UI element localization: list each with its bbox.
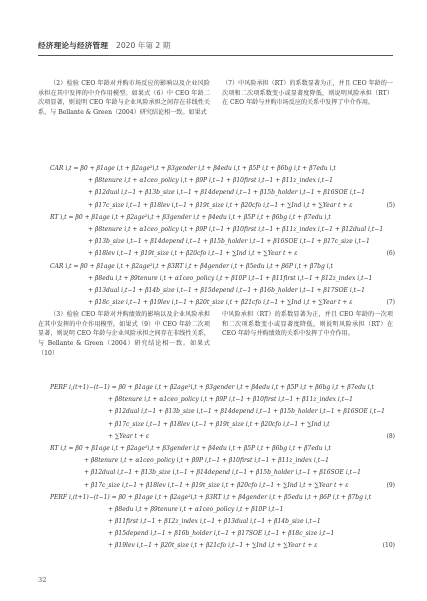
equation-text: + β19lev i,t−1 + β20t_size i,t + β21cfo i,t−1 + ∑Ind i,t + ∑Year t + ε [108,542,318,550]
equation-line [50,200,395,212]
equation-block-b [50,382,395,553]
equation-text: CAR i,t = β0 + β1age i,t + β2age²i,t + β3gender i,t + β4edu i,t + β5P i,t + β6bg i,t + β7edu i,t [50,165,336,172]
equation-text: RT i,t = β0 + β1age i,t + β2age²i,t + β3gender i,t + β4edu i,t + β5P i,t + β6bg i,t + β7edu i,t [50,213,331,221]
equation-number: (5) [386,201,395,209]
equation-line [50,163,395,175]
equation-text: + β12dual i,t−1 + β13b_size i,t−1 + β14depend i,t−1 + β15b_holder i,t−1 + β16SOE i,t−1 [84,469,361,477]
paragraph-text: （3）检验 CEO 年龄对并购绩效的影响以及企业风险承担在其中发挥的中介作用模型。如果式（9）中 CEO 年龄二次项显著，则说明 CEO 年龄与企业风险承担之间存在非线性关系，与 Bellante & Green（2004）研究结论相一致。如果式（10） [38,311,210,357]
equation-text: + β12dual i,t−1 + β13b_size i,t−1 + β14depend i,t−1 + β15b_holder i,t−1 + β16SOE i,t−1 [108,408,385,416]
equation-text: CAR i,t = β0 + β1age i,t + β2age²i,t + β3RT i,t + β4gender i,t + β5edu i,t + β6P i,t + β7bg i,t [50,262,333,270]
paragraph-middle-left [38,310,210,359]
equation-line [50,431,395,443]
equation-number: (9) [386,481,395,489]
equation-text: + β18c_size i,t−1 + β19lev i,t−1 + β20t_size i,t + β21cfo i,t−1 + ∑Ind i,t + ∑Year t + ε [88,299,353,307]
journal-title: 经济理论与经济管理 [38,41,109,50]
equation-text: + β8edu i,t + β9tenure i,t + α1ceo_policy i,t + β10P i,t−1 [108,505,284,513]
equation-number: (7) [386,299,395,307]
equation-text: + β12dual i,t−1 + β13b_size i,t−1 + β14depend i,t−1 + β15b_holder i,t−1 + β16SOE i,t−1 [88,189,365,197]
paragraph-text: （7）中风险承担（RT）的系数显著为正，并且 CEO 年龄的一次项和二次项系数变小或显著度降低，则说明风险承担（RT）在 CEO 年龄与并购市场反应的关系中发挥了中介作用。 [222,80,393,107]
issue-label: 2020 年第 2 期 [116,41,171,50]
equation-text: + β18lev i,t−1 + β19t_size i,t + β20cfo i,t−1 + ∑Ind i,t + ∑Year t + ε [88,250,298,258]
equation-text: + β8tenure i,t + α1ceo_policy i,t + β9P i,t−1 + β10first i,t−1 + β11z_index i,t−1 + β12dual i,t−1 [88,225,384,233]
equation-line [50,443,395,455]
equation-line [50,224,395,236]
equation-line [50,455,395,467]
equation-text: PERF i,(t+1)−(t−1) = β0 + β1age i,t + β2age²i,t + β3gender i,t + β4edu i,t + β5P i,t + β6bg i,t + β7edu i,t [50,384,374,391]
equation-text: + β15depend i,t−1 + β16b_holder i,t−1 + β17SOE i,t−1 + β18c_size i,t−1 [108,530,335,538]
header-rule [38,55,393,56]
equation-text: + β13b_size i,t−1 + β14depend i,t−1 + β15b_holder i,t−1 + β16SOE i,t−1 + β17c_size i,t−1 [88,238,370,246]
equation-line [50,504,395,516]
equation-line [50,248,395,260]
equation-line [50,394,395,406]
equation-number: (6) [386,250,395,258]
equation-line [50,297,395,309]
page-number: 32 [38,576,47,584]
equation-text: + β17c_size i,t−1 + β18lev i,t−1 + β19t_size i,t + β20cfo i,t−1 + ∑Ind i,t [108,420,330,428]
paragraph-text: 中风险承担（RT）的系数显著为正，并且 CEO 年龄的一次项和二次项系数变小或显著度降低，则说明风险承担（RT）在 CEO 年龄与并购绩效的关系中发挥了中介作用。 [222,311,393,338]
equation-text: + β11first i,t−1 + β12z_index i,t−1 + β13dual i,t−1 + β14b_size i,t−1 [108,518,321,526]
equation-block-a [50,163,395,309]
equation-line [50,236,395,248]
equation-line [50,273,395,285]
running-header [38,38,393,52]
equation-line [50,467,395,479]
equation-line [50,261,395,273]
equation-text: + β17c_size i,t−1 + β18lev i,t−1 + β19t_size i,t + β20cfo i,t−1 + ∑Ind i,t + ∑Year t + ε [88,201,353,209]
equation-line [50,175,395,187]
equation-text: + β17c_size i,t−1 + β18lev i,t−1 + β19t_size i,t + β20cfo i,t−1 + ∑Ind i,t + ∑Year t + ε [84,481,349,489]
equation-text: PERF i,(t+1)−(t−1) = β0 + β1age i,t + β2age²i,t + β3RT i,t + β4gender i,t + β5edu i,t + β6P i,t + β7bg i,t [50,493,372,501]
equation-number: (8) [386,432,395,440]
equation-text: + β8tenure i,t + α1ceo_policy i,t + β9P i,t−1 + β10first i,t−1 + β11z_index i,t−1 [88,177,333,185]
equation-text: + β8tenure i,t + α1ceo_policy i,t + β9P i,t−1 + β10first i,t−1 + β11z_index i,t−1 [108,396,353,404]
equation-text: + ∑Year t + ε [108,432,150,440]
equation-line [50,492,395,504]
equation-line [50,480,395,492]
equation-line [50,187,395,199]
equation-text: + β13dual i,t−1 + β14b_size i,t−1 + β15depend i,t−1 + β16b_holder i,t−1 + β17SOE i,t−1 [88,286,365,294]
equation-line [50,528,395,540]
paragraph-text: （2）检验 CEO 年龄对并购市场反应的影响以及企业风险承担在其中发挥的中介作用模型。如果式（6）中 CEO 年龄二次项显著，则说明 CEO 年龄与企业风险承担之间存在非线性关系，与 Bellante & Green（2004）研究结论相一致。如果式 [38,80,210,117]
equation-text: + β8tenure i,t + α1ceo_policy i,t + β9P i,t−1 + β10first i,t−1 + β11z_index i,t−1 [84,457,329,465]
equation-line [50,285,395,297]
paragraph-top-left [38,79,210,118]
equation-line [50,406,395,418]
paragraph-top-right [222,79,393,108]
equation-line [50,382,395,394]
equation-line [50,516,395,528]
equation-line [50,212,395,224]
equation-line [50,540,395,552]
paragraph-middle-right [222,310,393,339]
equation-text: RT i,t = β0 + β1age i,t + β2age²i,t + β3gender i,t + β4edu i,t + β5P i,t + β6bg i,t + β7edu i,t [50,444,331,452]
equation-text: + β8edu i,t + β9tenure i,t + α1ceo_policy i,t + β10P i,t−1 + β11first i,t−1 + β12z_index i,t−1 [88,274,373,282]
equation-number: (10) [382,542,395,550]
equation-line [50,419,395,431]
